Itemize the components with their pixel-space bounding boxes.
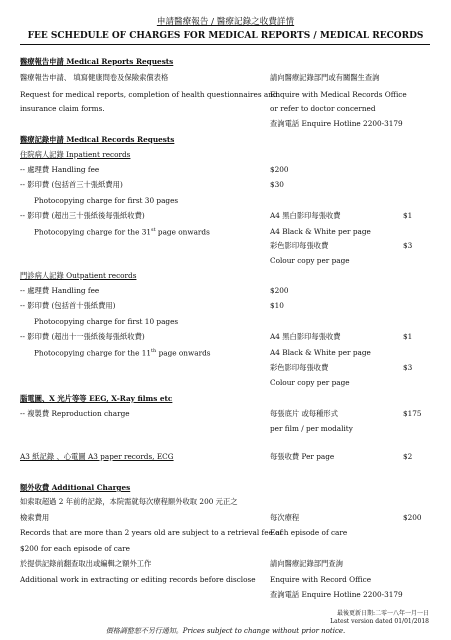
reports-contact-en-2: or refer to doctor concerned	[270, 104, 376, 113]
records-heading-zh: 醫療記錄申請	[20, 135, 64, 144]
eeg-charge-label: -- 複製費 Reproduction charge	[20, 409, 130, 418]
outpatient-colour-label: 彩色影印每張收費	[270, 363, 329, 372]
retrieval-unit-zh: 每次療程	[270, 513, 300, 522]
retrieval-desc-en-1: Records that are more than 2 years old are subject to a retrieval fee of	[20, 528, 283, 537]
outpatient-copy-en: Photocopying charge for first 10 pages	[34, 317, 179, 326]
title-divider	[20, 44, 430, 45]
additional-contact-en: Enquire with Record Office	[270, 575, 372, 584]
inpatient-handling-fee: $200	[270, 165, 289, 174]
title-english: FEE SCHEDULE OF CHARGES FOR MEDICAL REPORTS / MEDICAL RECORDS	[27, 31, 424, 41]
outpatient-colour-fee: $3	[403, 363, 413, 372]
reports-hotline: 查詢電話 Enquire Hotline 2200-3179	[270, 119, 403, 128]
inpatient-handling-label: -- 處理費 Handling fee	[20, 165, 100, 174]
inpatient-colour-fee: $3	[403, 241, 413, 250]
retrieval-desc-zh-1: 如索取超過 2 年前的記錄，本院需就每次療程額外收取 200 元正之	[20, 497, 238, 506]
outpatient-handling-fee: $200	[270, 286, 289, 295]
inpatient-copy-en: Photocopying charge for first 30 pages	[34, 196, 179, 205]
extra-work-en: Additional work in extracting or editing records before disclose	[20, 575, 256, 584]
additional-heading-zh: 額外收費	[20, 483, 50, 492]
inpatient-copy-fee: $30	[270, 180, 284, 189]
a3-unit: 每張收費 Per page	[270, 452, 335, 461]
reports-contact-en-1: Enquire with Medical Records Office	[270, 90, 407, 99]
reports-desc-en-1: Request for medical reports, completion of health questionnaires and	[20, 90, 278, 99]
inpatient-bw-fee: $1	[403, 211, 413, 220]
inpatient-bw-label: A4 黑白影印每張收費	[270, 211, 341, 220]
outpatient-bw-fee: $1	[403, 332, 413, 341]
eeg-fee: $175	[403, 409, 422, 418]
reports-heading-en: Medical Reports Requests	[66, 57, 174, 66]
outpatient-handling-label: -- 處理費 Handling fee	[20, 286, 100, 295]
inpatient-colour-en: Colour copy per page	[270, 256, 350, 265]
reports-heading	[20, 58, 173, 65]
additional-heading	[20, 484, 130, 491]
outpatient-extra-zh: -- 影印費 (超出十一張紙後每張紙收費)	[20, 332, 145, 341]
reports-desc-en-2: insurance claim forms.	[20, 104, 105, 113]
a3-label: A3 紙記錄 、心電圖 A3 paper records, ECG	[20, 452, 174, 461]
eeg-unit-en: per film / per modality	[270, 424, 353, 433]
inpatient-extra-zh: -- 影印費 (超出三十張紙後每張紙收費)	[20, 211, 145, 220]
additional-heading-en: Additional Charges	[51, 483, 131, 492]
retrieval-desc-zh-2: 檢索費用	[20, 513, 50, 522]
updated-date-en: Latest version dated 01/01/2018	[330, 618, 429, 625]
additional-contact-zh: 請向醫療記錄部門查詢	[270, 559, 343, 568]
inpatient-heading: 住院病人記錄 Inpatient records	[20, 150, 131, 159]
updated-date-zh: 最後更新日期:二零一八年一月一日	[336, 610, 429, 617]
additional-hotline: 查詢電話 Enquire Hotline 2200-3179	[270, 590, 403, 599]
outpatient-heading: 門診病人記錄 Outpatient records	[20, 271, 137, 280]
outpatient-copy-fee: $10	[270, 301, 284, 310]
inpatient-colour-label: 彩色影印每張收費	[270, 241, 329, 250]
eeg-heading: 腦電圖、X 光片等等 EEG, X-Ray films etc	[20, 394, 173, 403]
outpatient-copy-zh: -- 影印費 (包括首十張紙費用)	[20, 301, 116, 310]
inpatient-copy-zh: -- 影印費 (包括首三十張紙費用)	[20, 180, 123, 189]
eeg-unit-zh: 每張底片 或每種形式	[270, 409, 338, 418]
outpatient-colour-en: Colour copy per page	[270, 378, 350, 387]
title-chinese: 申請醫療報告 / 醫療記錄之收費詳情	[156, 17, 295, 27]
extra-work-zh: 於提供記錄前翻查取出或編輯之額外工作	[20, 559, 152, 568]
a3-fee: $2	[403, 452, 413, 461]
reports-contact-zh: 請向醫療記錄部門或有關醫生查詢	[270, 73, 380, 82]
reports-desc-zh: 醫療報告申請、 填寫健康問卷及保險索償表格	[20, 73, 169, 82]
retrieval-desc-en-2: $200 for each episode of care	[20, 544, 130, 553]
records-heading	[20, 136, 174, 143]
price-notice: 價格調整恕不另行通知。Prices subject to change without prior notice.	[105, 627, 346, 635]
outpatient-extra-en: Photocopying charge for the 11th page onwards	[34, 348, 211, 358]
retrieval-fee: $200	[403, 513, 422, 522]
records-heading-en: Medical Records Requests	[66, 135, 175, 144]
inpatient-extra-en: Photocopying charge for the 31st page onwards	[34, 227, 210, 237]
retrieval-unit-en: Each episode of care	[270, 528, 348, 537]
outpatient-bw-label: A4 黑白影印每張收費	[270, 332, 341, 341]
inpatient-bw-en: A4 Black & White per page	[270, 227, 371, 236]
outpatient-bw-en: A4 Black & White per page	[270, 348, 371, 357]
reports-heading-zh: 醫療報告申請	[20, 57, 64, 66]
